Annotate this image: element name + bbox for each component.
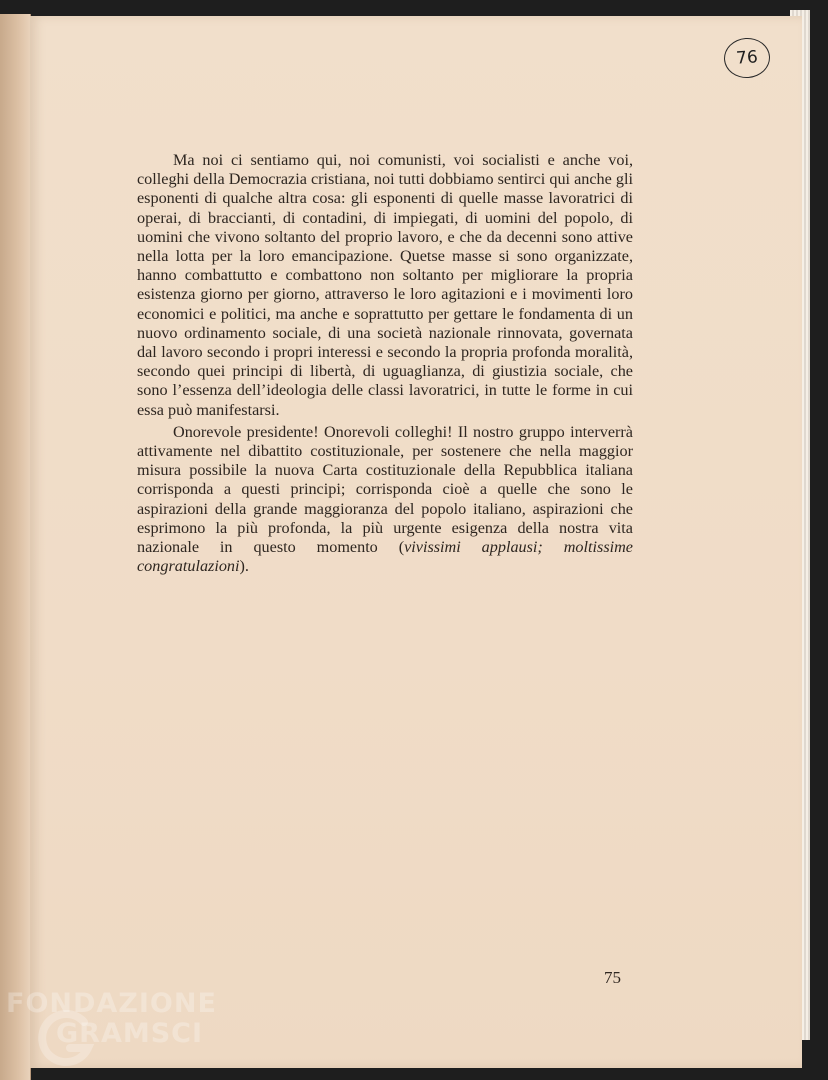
watermark [0,988,240,1078]
watermark-line-1: FONDAZIONE [6,988,217,1019]
paragraph-1-text: Ma noi ci sentiamo qui, noi comunisti, voi socialisti e anche voi, colleghi della Democrazia cristiana, noi tutti dobbiamo sentirci qui anche gli esponenti di qualche altra cosa: gli esponenti di quelle masse lavoratrici di operai, di braccianti, di contadini, di impiegati, di uomini del popolo, di uomini che vivono soltanto del proprio lavoro, e che da decenni sono attive nella lotta per la loro emancipazione. Quetse masse si sono organizzate, hanno combattutto e combattono non soltanto per migliorare la propria esistenza giorno per giorno, attraverso le loro agitazioni e i movimenti loro economici e politici, ma anche e soprattutto per gettare le fondamenta di un nuovo ordinamento sociale, di una società nazionale rinnovata, governata dal lavoro secondo i propri interessi e secondo la propria profonda moralità, secondo quei principi di libertà, di uguaglianza, di giustizia sociale, che sono l’essenza dell’ideologia delle classi lavoratrici, in tutte le forme in cui essa può manifestarsi. [137,151,633,419]
page-number: 75 [604,968,621,987]
archive-stamp-number: 76 [735,47,759,69]
watermark-line-2: GRAMSCI [56,1018,204,1049]
stage-direction: vivissimi applausi; moltissime congratulazioni [137,538,633,576]
facing-page-edge [0,14,31,1080]
paragraph-2-text: Onorevole presidente! Onorevoli colleghi! Il nostro gruppo interverrà attivamente nel dibattito costituzionale, per sostenere che nella maggior misura possibile la nuova Carta costituzionale della Repubblica italiana corrisponda a questi principi; corrisponda cioè a quelle che sono le aspirazioni della grande maggioranza del popolo italiano, aspirazioni che esprimono la più profonda, la più urgente esigenza della nostra vita nazionale in questo momento ( [137,422,633,557]
paragraph [137,151,633,420]
paragraph [137,423,633,577]
body-text [137,151,633,576]
paragraph-2-end: ). [239,557,249,576]
